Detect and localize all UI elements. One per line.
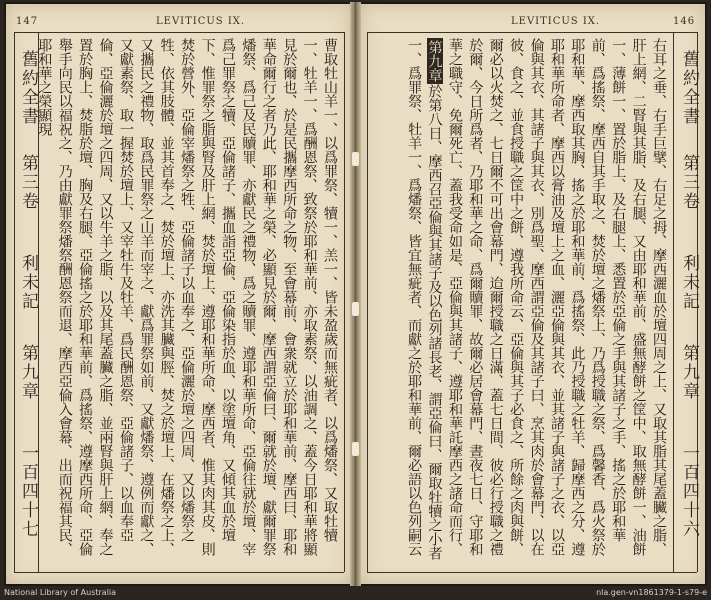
right-margin-book-title: 舊約全書 [679, 50, 699, 126]
left-bottom-rule [14, 572, 344, 573]
right-body-text-after-marker: 於第八日、摩西召亞倫與其諸子及以色列諸長老、謂亞倫曰、爾取牡犢之小者一、爲罪祭、牡羊一、爲燔祭、皆宜無疵者、而獻之於耶和華前、爾必語以色列嗣云 [406, 38, 443, 560]
footer-source: National Library of Australia [4, 588, 117, 597]
left-page [6, 4, 350, 584]
right-margin-chapter: 第九章 [679, 344, 699, 401]
left-margin-page-cn: 一百四十七 [18, 444, 38, 539]
right-page-number: 146 [673, 16, 696, 27]
right-bottom-rule [367, 572, 697, 573]
left-page-number: 147 [16, 16, 39, 27]
right-text-block [371, 38, 669, 568]
right-margin-book-name: 利未記 [679, 254, 699, 311]
open-book [4, 2, 707, 586]
right-top-rule [367, 32, 697, 33]
right-inner-rule [367, 32, 368, 572]
left-running-head: LEVITICUS IX. [156, 16, 246, 27]
right-running-head: LEVITICUS IX. [511, 16, 601, 27]
left-margin-volume: 第三卷 [18, 154, 38, 211]
right-margin-rule [673, 32, 674, 572]
binding-stitch [352, 302, 359, 316]
right-body-text: 右耳之垂、右手巨擘、右足之拇、摩西灑血於壇四周之上、又取其脂其尾蓋臟之脂、肝上網、二腎與其脂、及右腿、又由耶和華前、盛無酵餅之筐中、取無酵餅一、油餅一、薄餅一、置於脂上、及右腿上、悉置於亞倫之手與其諸子之手、搖之於耶和華前、爲搖祭、摩西自其手取之、焚於壇之燔祭上、乃爲授職之祭、爲馨香、爲火祭於耶和華、摩西取其胸、搖之於耶和華前、爲搖祭、此乃授職之牡羊、歸摩西之分、遵耶和華所命者、摩西以膏油及壇上之血、灑亞倫與其衣、並其諸子與諸子之衣、以亞倫與其衣、其諸子與其衣、別爲聖、摩西謂亞倫及其諸子曰、烹其肉於會幕門、以在彼、食之、並食授職之筐中之餅、遵我所命云、亞倫與其子必食之、所餘之肉與餅、爾必以火焚之、七日爾不可出會幕門、迨爾授職之日滿、蓋七日間、彼必行授職之禮於爾、今日所爲者、乃耶和華之命、爲爾贖罪、故爾必居會幕門、晝夜七日、守耶和華之職守、免爾死亡、蓋我受命如是、亞倫與其諸子、遵耶和華託摩西之諸命而行、 [446, 38, 667, 556]
left-outer-rule [14, 32, 15, 572]
left-top-rule [14, 32, 344, 33]
left-margin-chapter: 第九章 [18, 344, 38, 401]
left-inner-rule [344, 32, 345, 572]
book-gutter [350, 2, 361, 586]
left-body-text: 曹取牡山羊一、以爲罪祭、犢一、羔一、皆未盈歲而無疵者、以爲燔祭、又取牡犢一、牡羊一、爲酬恩祭、致祭於耶和華前、亦取素祭、以油調之、蓋今日耶和華將顯見於爾也、於是民攜摩西所命之物、至會幕前、會衆就立於耶和華前、摩西曰、耶和華命爾行之者乃此、耶和華之榮、必顯見於爾、摩西謂亞倫曰、爾就於壇、獻爾罪祭燔祭、爲己及民贖罪、亦獻民之禮物、爲之贖罪、遵耶和華所命、亞倫往就於壇、宰爲己罪祭之犢、亞倫諸子、攜血詣亞倫、亞倫染指於血、以塗壇角、又傾其血於壇下、惟罪祭之脂與腎及肝上網、焚於壇上、遵耶和華所命、摩西者、惟其肉其皮、則焚於營外、亞倫宰燔祭之牲、亞倫諸子以血奉之、亞倫灑於壇之四周、又以燔祭之牲、依其肢體、並其首奉之、焚於壇上、亦洗其臟與脛、焚之於壇上、在燔祭之上、又攜民之禮物、取爲民罪祭之山羊而宰之、獻爲罪祭如前、又獻燔祭、遵例而獻之、又獻素祭、取一握焚於壇上、又宰牡牛及牡羊、爲民酬恩祭、亞倫諸子、以血奉亞倫、亞倫灑於壇之四周、又以牛羊之脂、以及其尾蓋臟之脂、並兩腎與肝上網、奉之置於胸上、焚脂於壇、胸及右腿、亞倫搖之於耶和華前、爲搖祭、遵摩西所命、亞倫舉手向民以福祝之、乃由獻罪祭燔祭酬恩祭而退、摩西亞倫入會幕、出而祝福其民、耶和華之榮顯現 [36, 38, 338, 556]
binding-stitch [352, 442, 359, 456]
chapter-marker: 第九章 [426, 40, 443, 82]
footer-identifier: nla.gen-vn1861379-1-s79-e [596, 588, 707, 597]
right-page [361, 4, 705, 584]
binding-stitch [352, 152, 359, 166]
right-margin-page-cn: 一百四十六 [679, 444, 699, 539]
left-margin-book-name: 利未記 [18, 254, 38, 311]
left-text-block [36, 38, 340, 568]
left-margin-book-title: 舊約全書 [18, 50, 38, 126]
right-margin-volume: 第三卷 [679, 154, 699, 211]
scan-footer [0, 586, 711, 600]
